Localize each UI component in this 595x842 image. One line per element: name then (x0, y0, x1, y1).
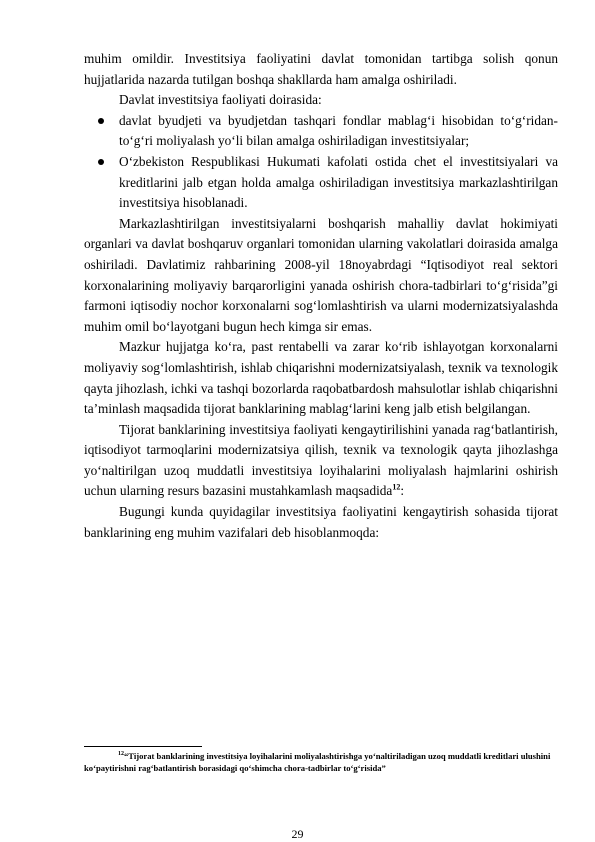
paragraph-tasks: Bugungi kunda quyidagilar investitsiya faoliyatini kengaytirish sohasida tijorat banklarining eng muhim vazifalari deb hisoblanmoqda: (84, 504, 558, 540)
bullet-icon (98, 118, 104, 124)
paragraph-stimulation-text: Tijorat banklarining investitsiya faoliyati kengaytirilishini yanada rag‘batlantirish, iqtisodiyot tarmoqlarini modernizatsiya qilish, texnik va texnologik qayta jihozlashga yo‘naltirilgan uzoq muddatli investitsiya loyihalarini moliyalash hajmlarini oshirish uchun ularning resurs bazasini mustahkamlash maqsadida (84, 421, 558, 499)
footnote-divider (84, 746, 202, 747)
paragraph-stimulation-end: : (400, 483, 405, 499)
body-text (84, 49, 558, 543)
footnote-text: “Tijorat banklarining investitsiya loyihalarini moliyalashtirishga yo‘naltiriladigan uzoq muddatli kreditlari ulushini ko‘paytirishni rag‘batlantirish borasidagi qo‘shimcha chora-tadbirlar to‘g‘risida” (84, 751, 551, 773)
bullet-item-2-text: O‘zbekiston Respublikasi Hukumati kafolati ostida chet el investitsiyalari va kreditlarini jalb etgan holda amalga oshiriladigan investitsiya markazlashtirilgan investitsiya hisoblanadi. (119, 153, 558, 211)
footnote (84, 750, 558, 774)
paragraph-document: Mazkur hujjatga ko‘ra, past rentabelli va zarar ko‘rib ishlayotgan korxonalarni moliyaviy sog‘lomlashtirish, ishlab chiqarishni modernizatsiyalash, texnik va texnologik qayta jihozlash, ichki va tashqi bozorlarda raqobatbardosh mahsulotlar ishlab chiqarishni ta’minlash maqsadida tijorat banklarining mablag‘larini keng jalb etish belgilangan. (84, 339, 558, 417)
paragraph-continuation: muhim omildir. Investitsiya faoliyatini davlat tomonidan tartibga solish qonun hujjatlarida nazarda tutilgan boshqa shakllarda ham amalga oshiriladi. (84, 51, 558, 87)
footnote-number: 12 (118, 751, 124, 758)
page-number: 29 (291, 827, 304, 841)
paragraph-stimulation (84, 420, 558, 502)
bullet-icon (98, 159, 104, 165)
footnote-reference[interactable]: 12 (392, 483, 401, 493)
bullet-item-1-text: davlat byudjeti va byudjetdan tashqari fondlar mablag‘i hisobidan to‘g‘ridan-to‘g‘ri moliyalash yo‘li bilan amalga oshiriladigan investitsiyalar; (119, 112, 558, 149)
paragraph-intro: Davlat investitsiya faoliyati doirasida: (119, 92, 322, 108)
bullet-item-1 (84, 111, 558, 152)
paragraph-centralized: Markazlashtirilgan investitsiyalarni boshqarish mahalliy davlat hokimiyati organlari va davlat boshqaruv organlari tomonidan ularning vakolatlari doirasida amalga oshiriladi. Davlatimiz rahbarining 2008-yil 18noyabrdagi “Iqtisodiyot real sektori korxonalarining moliyaviy barqarorligini yanada oshirish chora-tadbirlari to‘g‘risida”gi farmoni iqtisodiy nochor korxonalarni sog‘lomlashtirish va ularni modernizatsiyalashda muhim omil bo‘layotgani bugun hech kimga sir emas. (84, 215, 558, 334)
bullet-item-2 (84, 152, 558, 214)
